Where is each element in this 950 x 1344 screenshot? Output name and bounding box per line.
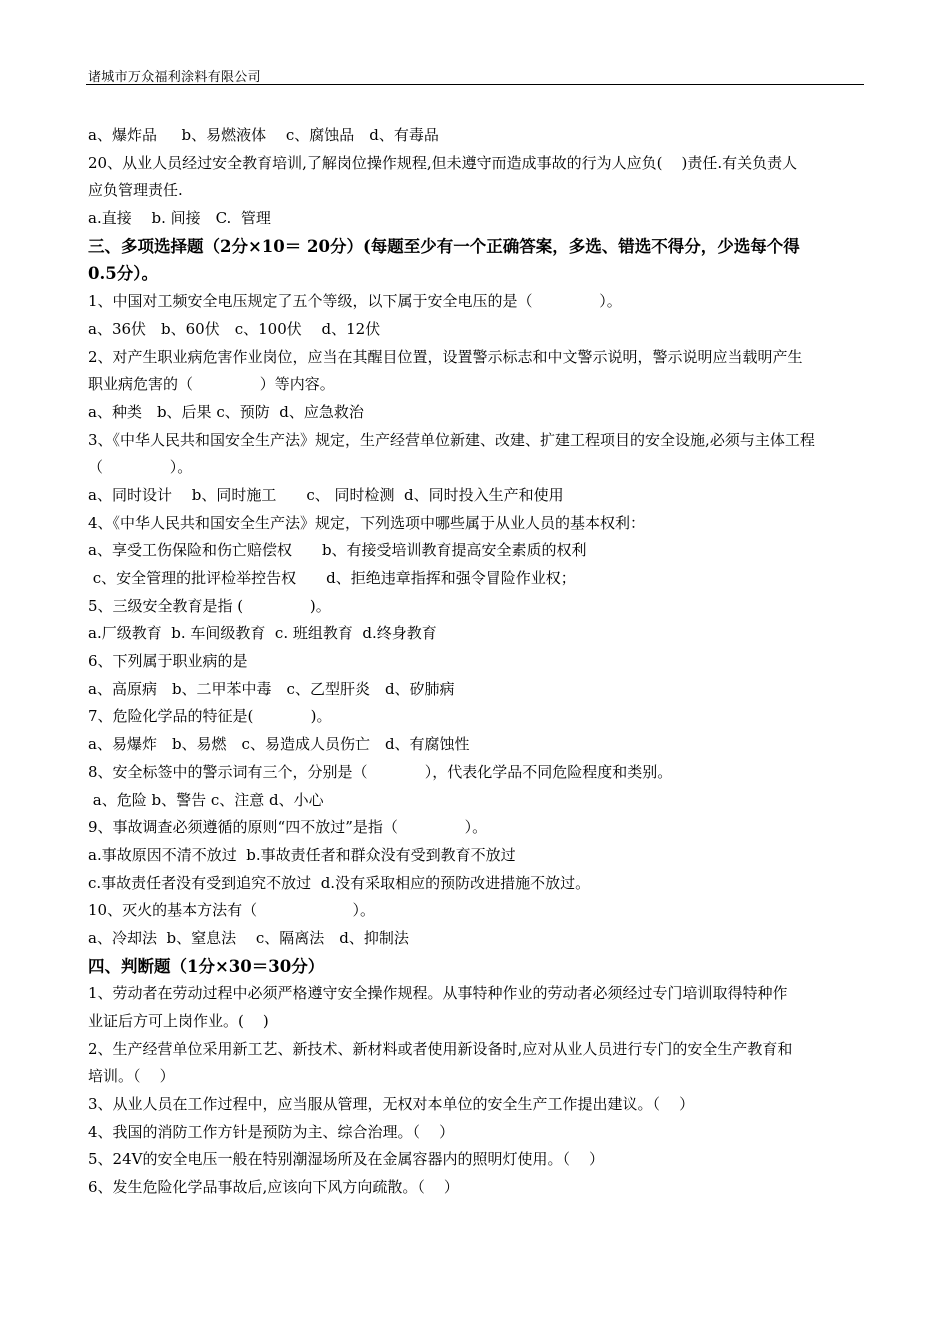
section-heading: 0.5分）。: [88, 264, 158, 284]
text-line: a、同时设计 b、同时施工 c、 同时检测 d、同时投入生产和使用: [88, 485, 564, 504]
document-body: [88, 122, 864, 1202]
text-line: 8、安全标签中的警示词有三个，分别是（ ），代表化学品不同危险程度和类别。: [88, 762, 673, 781]
text-line: 职业病危害的（ ）等内容。: [88, 375, 335, 394]
text-line: a.事故原因不清不放过 b.事故责任者和群众没有受到教育不放过: [88, 845, 516, 864]
text-line: a、易爆炸 b、易燃 c、易造成人员伤亡 d、有腐蚀性: [88, 735, 470, 754]
text-line: 9、事故调查必须遵循的原则“四不放过”是指（ ）。: [88, 818, 488, 837]
text-line: c.事故责任者没有受到追究不放过 d.没有采取相应的预防改进措施不放过。: [88, 873, 591, 892]
text-line: （ ）。: [88, 458, 193, 477]
text-line: a、爆炸品 b、易燃液体 c、腐蚀品 d、有毒品: [88, 126, 439, 144]
text-line: c、安全管理的批评检举控告权 d、拒绝违章指挥和强令冒险作业权；: [88, 569, 576, 587]
text-line: 3、从业人员在工作过程中，应当服从管理，无权对本单位的安全生产工作提出建议。（ ）: [88, 1095, 695, 1114]
header-divider: [86, 84, 864, 85]
text-line: a、冷却法 b、窒息法 c、隔离法 d、抑制法: [88, 928, 409, 947]
text-line: 6、下列属于职业病的是: [88, 652, 248, 671]
text-line: 3、《中华人民共和国安全生产法》规定，生产经营单位新建、改建、扩建工程项目的安全设施,必须与主体工程: [88, 430, 815, 449]
text-line: a、高原病 b、二甲苯中毒 c、乙型肝炎 d、矽肺病: [88, 679, 455, 698]
text-line: a、享受工伤保险和伤亡赔偿权 b、有接受培训教育提高安全素质的权利: [88, 541, 587, 560]
text-line: 10、灭火的基本方法有（ ）。: [88, 901, 375, 920]
text-line: 1、劳动者在劳动过程中必须严格遵守安全操作规程。从事特种作业的劳动者必须经过专门培训取得特种作: [88, 984, 788, 1003]
text-line: 20、从业人员经过安全教育培训,了解岗位操作规程,但未遵守而造成事故的行为人应负( )责任.有关负责人: [88, 153, 798, 172]
text-line: 5、24V的安全电压一般在特别潮湿场所及在金属容器内的照明灯使用。（ ）: [88, 1150, 605, 1169]
text-line: 5、三级安全教育是指 ( )。: [88, 596, 331, 615]
text-line: 7、危险化学品的特征是( )。: [88, 707, 332, 726]
company-header: 诸城市万众福利涂料有限公司: [88, 70, 261, 85]
text-line: 培训。（ ）: [88, 1067, 175, 1086]
text-line: 6、发生危险化学品事故后,应该向下风方向疏散。（ ）: [88, 1178, 459, 1197]
text-line: 4、我国的消防工作方针是预防为主、综合治理。（ ）: [88, 1122, 455, 1141]
text-line: a.直接 b. 间接 C. 管理: [88, 209, 271, 228]
text-line: 业证后方可上岗作业。( ): [88, 1012, 269, 1030]
text-line: a、危险 b、警告 c、注意 d、小心: [88, 790, 324, 809]
section-heading: 三、多项选择题（2分×10＝ 20分）(每题至少有一个正确答案，多选、错选不得分，少选每个得: [88, 236, 800, 256]
section-heading: 四、判断题（1分×30＝30分）: [88, 956, 325, 976]
text-line: 4、《中华人民共和国安全生产法》规定，下列选项中哪些属于从业人员的基本权利：: [88, 513, 646, 532]
text-line: 2、生产经营单位采用新工艺、新技术、新材料或者使用新设备时,应对从业人员进行专门的安全生产教育和: [88, 1039, 793, 1058]
text-line: 1、中国对工频安全电压规定了五个等级，以下属于安全电压的是（ ）。: [88, 292, 622, 311]
text-line: 应负管理责任.: [88, 181, 183, 200]
text-line: a、种类 b、后果 c、预防 d、应急救治: [88, 402, 364, 421]
text-line: 2、对产生职业病危害作业岗位，应当在其醒目位置，设置警示标志和中文警示说明，警示说明应当载明产生: [88, 347, 803, 366]
text-line: a.厂级教育 b. 车间级教育 c. 班组教育 d.终身教育: [88, 624, 437, 643]
text-line: a、36伏 b、60伏 c、100伏 d、12伏: [88, 319, 381, 338]
